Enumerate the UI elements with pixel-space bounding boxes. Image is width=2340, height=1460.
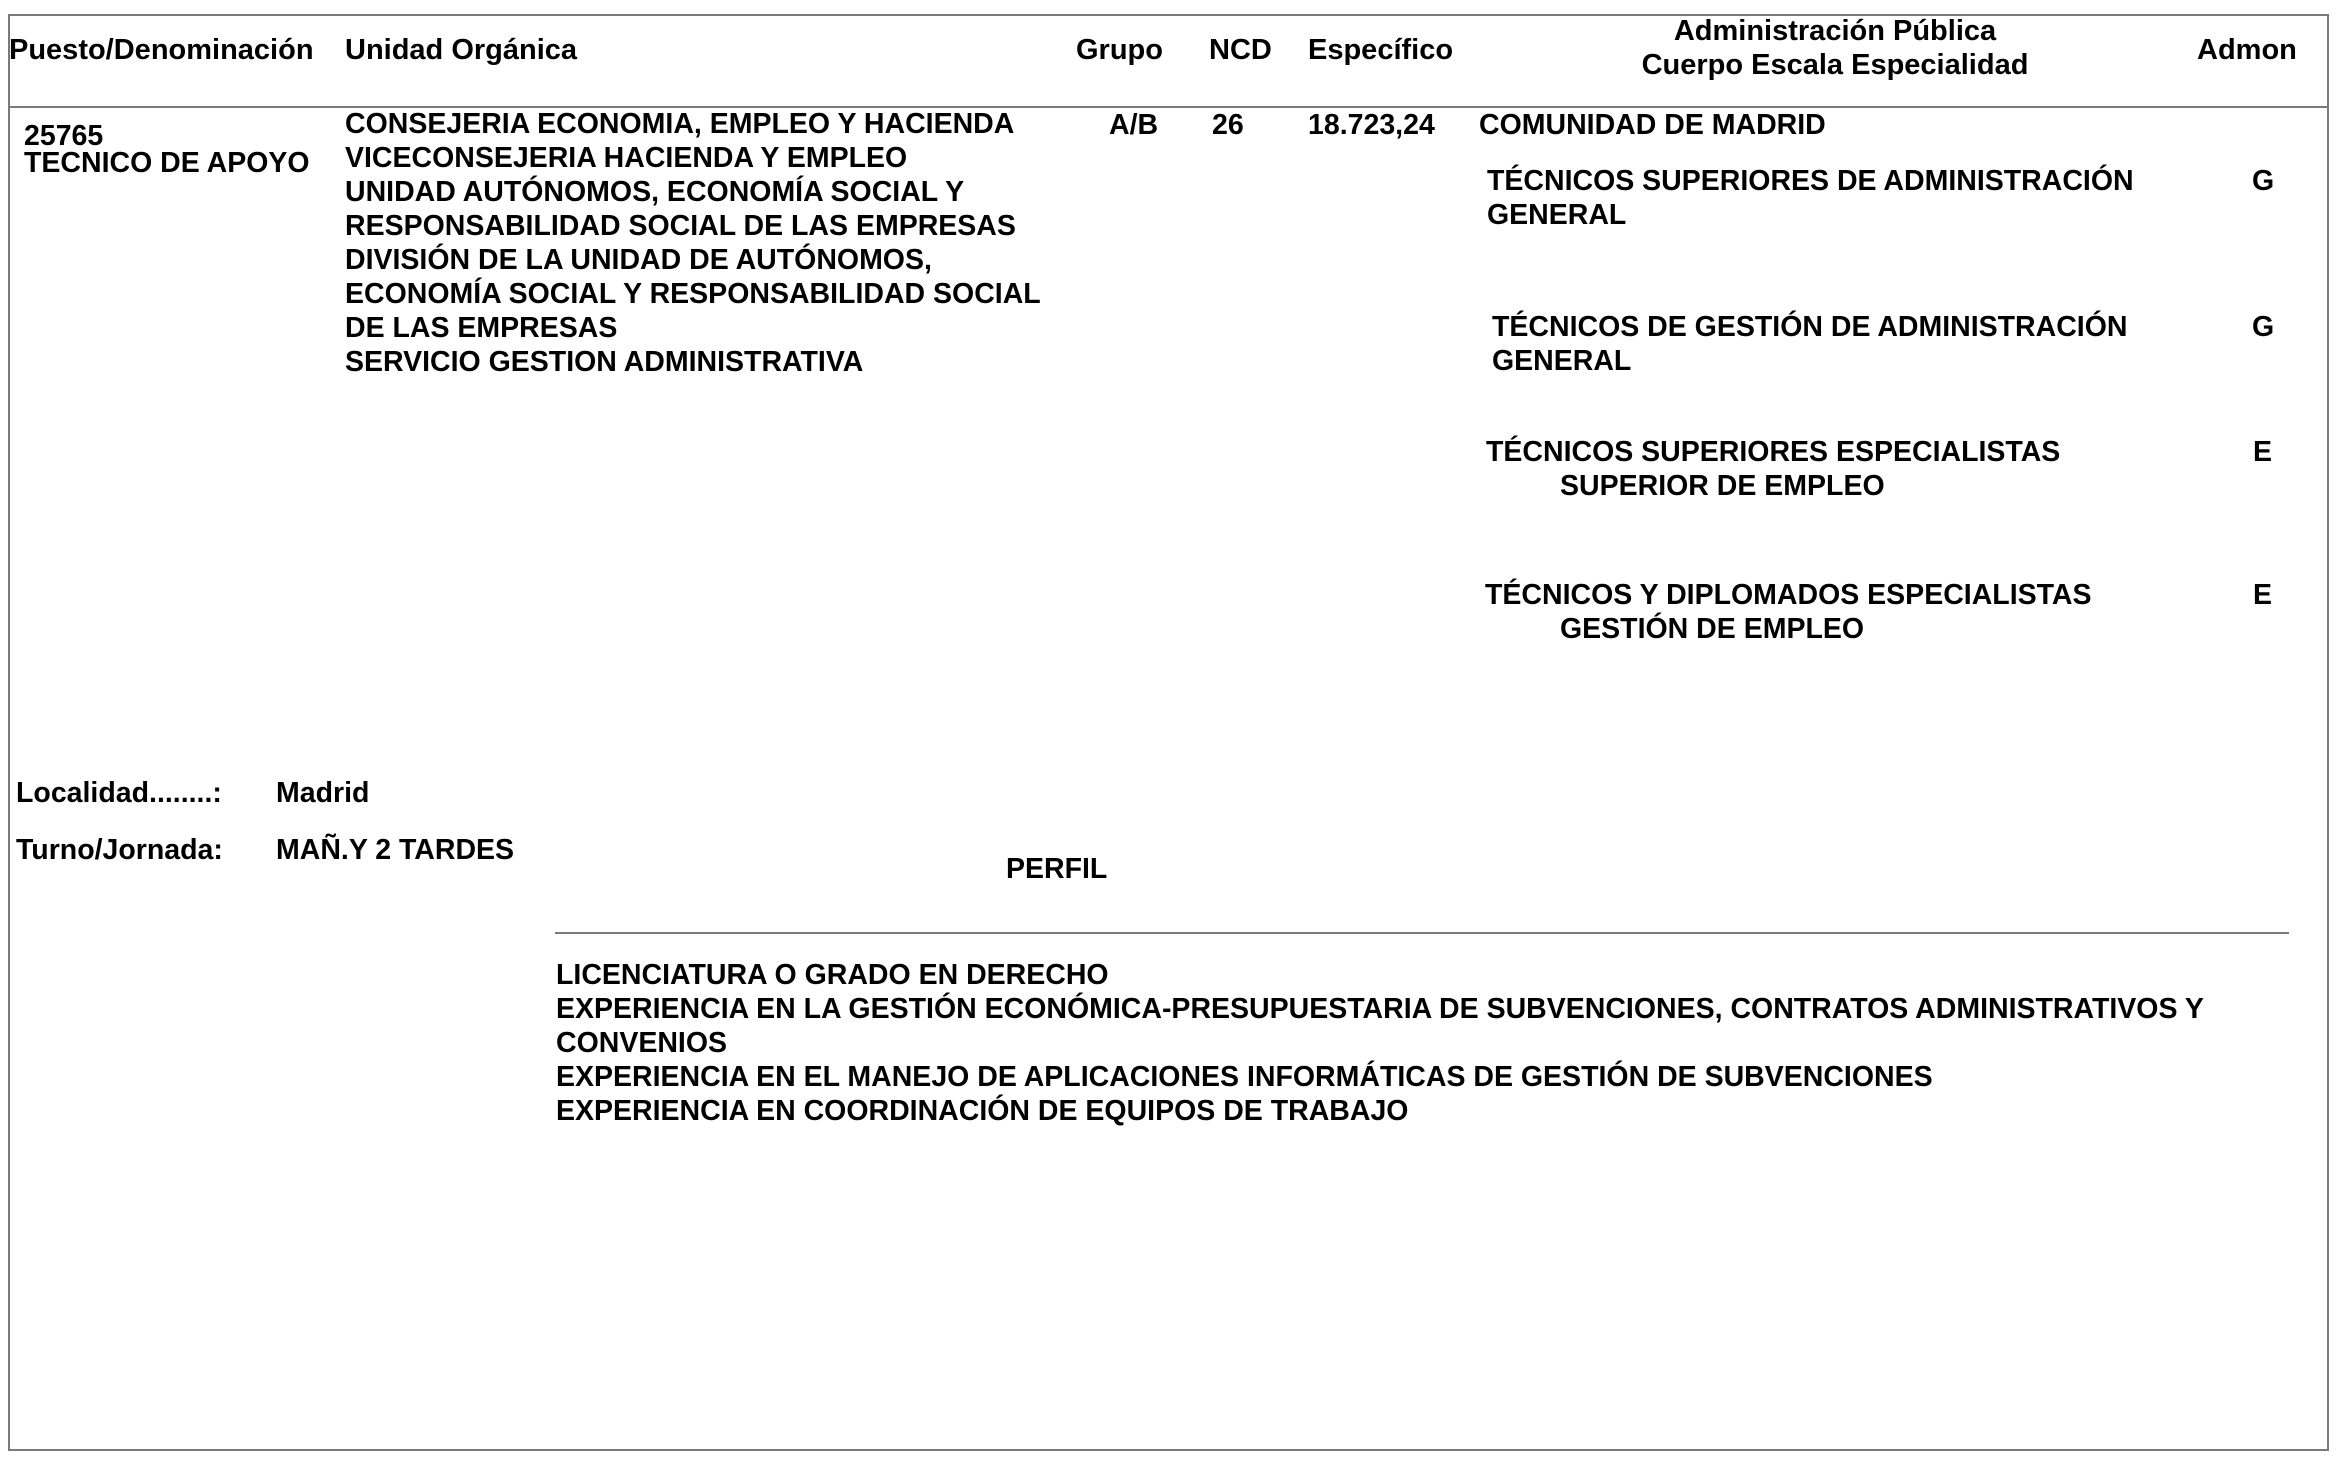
header-administracion-line1: Administración Pública: [1673, 15, 1997, 47]
puesto-denominacion: TECNICO DE APOYO: [24, 147, 310, 179]
unidad-line: VICECONSEJERIA HACIENDA Y EMPLEO: [345, 142, 908, 174]
perfil-line: EXPERIENCIA EN COORDINACIÓN DE EQUIPOS DE TRABAJO: [556, 1095, 1409, 1127]
unidad-organica: [345, 107, 1041, 379]
perfil-divider: [555, 932, 2289, 934]
grupo-value: A/B: [1109, 109, 1159, 141]
unidad-line: CONSEJERIA ECONOMIA, EMPLEO Y HACIENDA: [345, 108, 1015, 140]
turno-label: Turno/Jornada:: [16, 834, 223, 866]
cuerpo-4-line1: TÉCNICOS Y DIPLOMADOS ESPECIALISTAS: [1485, 579, 2092, 611]
unidad-line: RESPONSABILIDAD SOCIAL DE LAS EMPRESAS: [345, 210, 1016, 242]
perfil-line: CONVENIOS: [556, 1027, 728, 1059]
cuerpo-3-line1: TÉCNICOS SUPERIORES ESPECIALISTAS: [1486, 436, 2061, 468]
unidad-line: UNIDAD AUTÓNOMOS, ECONOMÍA SOCIAL Y: [345, 176, 965, 208]
unidad-line: DIVISIÓN DE LA UNIDAD DE AUTÓNOMOS,: [345, 244, 932, 276]
header-puesto: Puesto/Denominación: [9, 34, 314, 66]
cuerpo-4-line2: GESTIÓN DE EMPLEO: [1560, 613, 1865, 645]
cuerpo-1-line2: GENERAL: [1487, 199, 1627, 231]
cuerpo-3-line2: SUPERIOR DE EMPLEO: [1560, 470, 1885, 502]
header-administracion-line2: Cuerpo Escala Especialidad: [1641, 49, 2029, 81]
especifico-value: 18.723,24: [1308, 109, 1435, 141]
perfil-line: LICENCIATURA O GRADO EN DERECHO: [556, 959, 1109, 991]
perfil-list: [556, 958, 2204, 1128]
administracion-value: COMUNIDAD DE MADRID: [1479, 109, 1826, 141]
header-grupo: Grupo: [1076, 34, 1163, 66]
cuerpo-3-admon: E: [2253, 436, 2273, 468]
perfil-line: EXPERIENCIA EN LA GESTIÓN ECONÓMICA-PRESUPUESTARIA DE SUBVENCIONES, CONTRATOS ADMINISTRATIVOS Y: [556, 993, 2204, 1025]
header-admon: Admon: [2197, 34, 2297, 66]
turno-value: MAÑ.Y 2 TARDES: [276, 834, 515, 866]
ncd-value: 26: [1212, 109, 1244, 141]
cuerpo-2-line2: GENERAL: [1492, 345, 1632, 377]
header-unidad: Unidad Orgánica: [345, 34, 578, 66]
perfil-line: EXPERIENCIA EN EL MANEJO DE APLICACIONES INFORMÁTICAS DE GESTIÓN DE SUBVENCIONES: [556, 1061, 1933, 1093]
cuerpo-4-admon: E: [2253, 579, 2273, 611]
header-especifico: Específico: [1308, 34, 1454, 66]
cuerpo-1-line1: TÉCNICOS SUPERIORES DE ADMINISTRACIÓN: [1487, 165, 2134, 197]
unidad-line: ECONOMÍA SOCIAL Y RESPONSABILIDAD SOCIAL: [345, 278, 1041, 310]
localidad-value: Madrid: [276, 777, 370, 809]
unidad-line: DE LAS EMPRESAS: [345, 312, 618, 344]
cuerpo-1-admon: G: [2252, 165, 2275, 197]
cuerpo-2-admon: G: [2252, 311, 2275, 343]
localidad-label: Localidad........:: [16, 777, 222, 809]
unidad-line: SERVICIO GESTION ADMINISTRATIVA: [345, 346, 864, 378]
puesto-code: 25765: [24, 120, 104, 152]
cuerpo-2-line1: TÉCNICOS DE GESTIÓN DE ADMINISTRACIÓN: [1492, 311, 2128, 343]
perfil-label: PERFIL: [1006, 853, 1108, 885]
header-ncd: NCD: [1209, 34, 1272, 66]
